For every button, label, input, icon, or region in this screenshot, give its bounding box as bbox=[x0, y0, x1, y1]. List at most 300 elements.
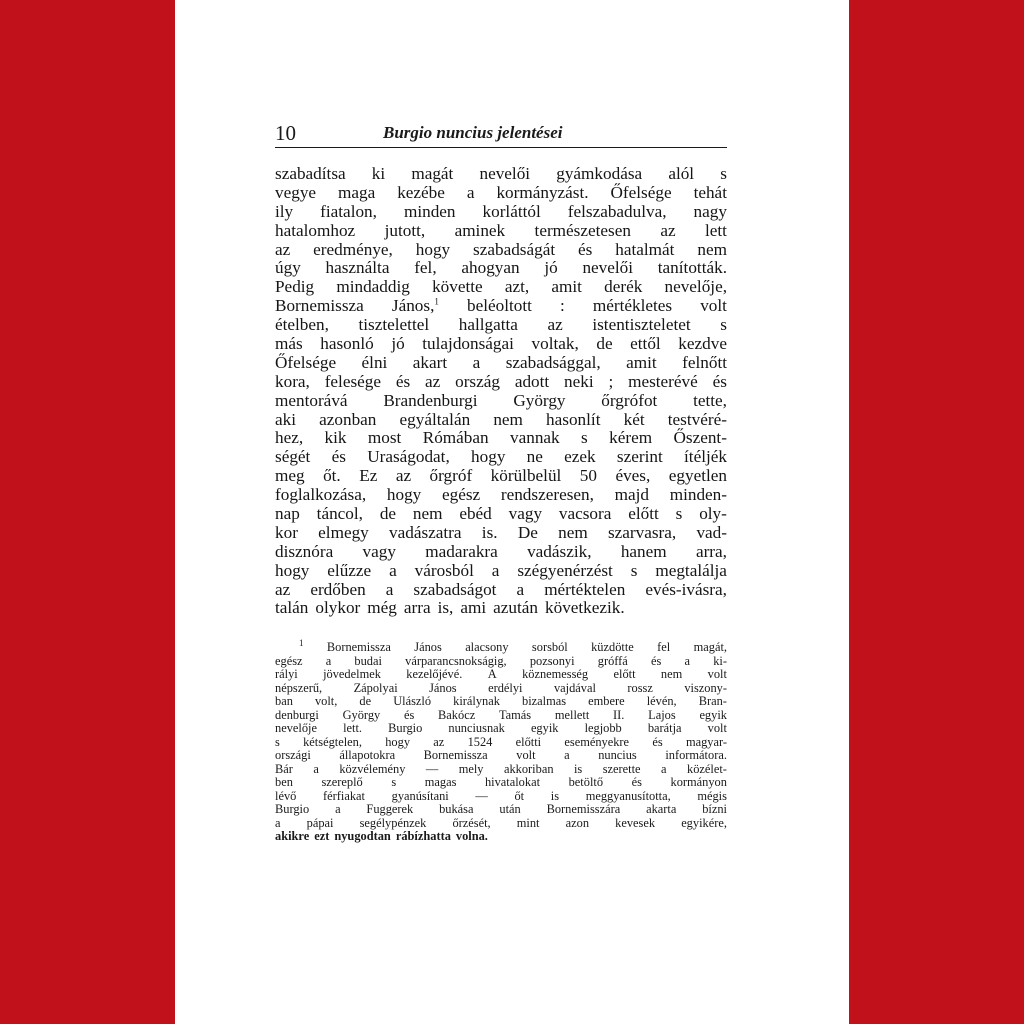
word: hogy bbox=[415, 239, 451, 259]
word: ban bbox=[275, 694, 293, 708]
word: állapotokra bbox=[339, 748, 396, 762]
word: az bbox=[275, 579, 291, 599]
word: vannak bbox=[510, 428, 560, 448]
body-line bbox=[275, 392, 727, 411]
word: maga bbox=[338, 182, 376, 202]
word: nem bbox=[412, 504, 443, 524]
word: nem bbox=[660, 667, 683, 681]
word: A bbox=[487, 667, 497, 681]
word: erdélyi bbox=[488, 680, 523, 695]
word: kormányon bbox=[670, 775, 727, 789]
word: volna. bbox=[455, 829, 488, 843]
word: a bbox=[472, 352, 481, 372]
word: is bbox=[573, 761, 583, 776]
word: Bornemissza bbox=[423, 748, 488, 762]
body-line bbox=[275, 599, 727, 618]
word: szégyenérzést bbox=[517, 560, 613, 580]
word: Fuggerek bbox=[366, 802, 414, 816]
word: aki bbox=[275, 409, 296, 429]
word: ségét bbox=[275, 447, 311, 467]
word: Burgio bbox=[275, 802, 310, 816]
word: egyikére, bbox=[681, 815, 727, 830]
word: evés-ivásra, bbox=[645, 579, 727, 599]
body-line bbox=[275, 354, 727, 373]
word: erdőben bbox=[310, 579, 366, 599]
word: a bbox=[325, 653, 332, 668]
word: legjobb bbox=[584, 721, 622, 735]
word: volt bbox=[707, 721, 727, 735]
word: György bbox=[513, 390, 566, 410]
body-line bbox=[275, 241, 727, 260]
word: vajdával bbox=[553, 680, 596, 695]
word: hez, bbox=[275, 428, 304, 448]
word: jövedelmek bbox=[323, 667, 381, 681]
word: ben bbox=[275, 775, 293, 789]
word: rályi bbox=[275, 667, 298, 681]
word: lévén, bbox=[646, 694, 677, 708]
footnote-line bbox=[275, 722, 727, 736]
word: fel, bbox=[414, 258, 437, 278]
word: Bran- bbox=[698, 694, 727, 708]
body-line bbox=[275, 297, 727, 316]
word: a bbox=[684, 653, 690, 668]
word: — bbox=[425, 761, 439, 776]
word: hogy bbox=[386, 485, 422, 505]
word: és bbox=[712, 371, 727, 391]
word: mesterévé bbox=[628, 371, 698, 391]
body-text bbox=[275, 165, 727, 618]
running-head: Burgio nuncius jelentései bbox=[383, 123, 563, 142]
word: nagy bbox=[693, 201, 727, 221]
word: meggyanusította, bbox=[585, 788, 671, 803]
word: az bbox=[660, 220, 676, 240]
body-line bbox=[275, 411, 727, 430]
body-line bbox=[275, 562, 727, 581]
body-line bbox=[275, 222, 727, 241]
word: s bbox=[630, 560, 638, 580]
page-header bbox=[275, 121, 727, 148]
word: minden- bbox=[669, 485, 727, 505]
word: nevelője, bbox=[664, 277, 727, 297]
body-line bbox=[275, 505, 727, 524]
word: istentiszteletet bbox=[592, 315, 691, 335]
word: János,$^1$ bbox=[391, 296, 439, 316]
word: mint bbox=[516, 815, 540, 830]
word: is. bbox=[481, 522, 498, 542]
word: betöltő bbox=[568, 775, 604, 789]
footnote-line bbox=[275, 668, 727, 682]
word: rendszeresen, bbox=[500, 485, 594, 505]
word: viszony- bbox=[684, 680, 727, 695]
word: mindaddig bbox=[336, 277, 410, 297]
word: nuncius bbox=[598, 748, 637, 762]
word: ebéd bbox=[459, 504, 492, 524]
word: gróffá bbox=[597, 653, 628, 668]
word: őrgrófot bbox=[601, 390, 658, 410]
word: a bbox=[389, 560, 397, 580]
word: kezébe bbox=[397, 182, 445, 202]
word: és bbox=[578, 239, 593, 259]
word: követte bbox=[432, 277, 483, 297]
word: Ez bbox=[359, 466, 378, 486]
word: kora, bbox=[275, 371, 310, 391]
word: természetesen bbox=[534, 220, 631, 240]
word: barátja bbox=[647, 721, 682, 735]
word: magas bbox=[424, 775, 457, 789]
word: ettől bbox=[630, 334, 661, 354]
word: azt, bbox=[504, 277, 530, 297]
word: bukása bbox=[439, 802, 474, 816]
footnote-marker: 1 bbox=[434, 296, 439, 307]
word: aminek bbox=[454, 220, 506, 240]
word: egész bbox=[441, 485, 481, 505]
word: ország bbox=[455, 371, 500, 391]
word: ily bbox=[275, 201, 294, 221]
word: a bbox=[313, 761, 319, 776]
word: más bbox=[275, 334, 303, 354]
page-number: 10 bbox=[275, 121, 296, 145]
word: hallgatta bbox=[458, 315, 518, 335]
word: nevelői bbox=[582, 258, 634, 278]
word: egyik bbox=[699, 707, 727, 722]
word: nevelői bbox=[479, 164, 531, 183]
word: két bbox=[623, 409, 645, 429]
word: ezt bbox=[314, 829, 330, 843]
word: után bbox=[499, 802, 521, 816]
word: elmegy bbox=[318, 522, 369, 542]
word: Őfelsége bbox=[610, 182, 672, 202]
word: hanem bbox=[620, 541, 667, 561]
word: De bbox=[517, 522, 538, 542]
word: azután bbox=[493, 598, 538, 618]
word: szabadítsa bbox=[275, 164, 346, 183]
word: disznóra bbox=[275, 541, 334, 561]
body-line bbox=[275, 278, 727, 297]
word: rábízhatta bbox=[395, 829, 451, 843]
word: akkoriban bbox=[503, 761, 554, 776]
word: a bbox=[275, 815, 281, 830]
body-line bbox=[275, 316, 727, 335]
footnote-line bbox=[275, 736, 727, 750]
word: köznemesség bbox=[522, 667, 589, 681]
word: nyugodtan bbox=[334, 829, 391, 843]
word: eredménye, bbox=[313, 239, 393, 259]
word: amit bbox=[626, 352, 657, 372]
word: volt, bbox=[314, 694, 338, 708]
word: : bbox=[560, 296, 565, 316]
word: kevesek bbox=[615, 815, 656, 830]
word: jutott, bbox=[384, 220, 426, 240]
word: azon bbox=[565, 815, 590, 830]
word: bízni bbox=[702, 802, 727, 816]
word: majd bbox=[614, 485, 649, 505]
body-line bbox=[275, 259, 727, 278]
word: közvélemény bbox=[339, 761, 406, 776]
footnote-line bbox=[275, 830, 727, 844]
word: azonban bbox=[319, 409, 377, 429]
word: elűzze bbox=[327, 560, 372, 580]
word: György bbox=[342, 707, 381, 722]
footnote bbox=[275, 637, 727, 844]
word: várparancsnokságig, bbox=[405, 653, 507, 668]
body-line bbox=[275, 165, 727, 184]
word: a bbox=[516, 579, 525, 599]
word: ami bbox=[460, 598, 487, 618]
word: egész bbox=[275, 653, 303, 668]
body-line bbox=[275, 184, 727, 203]
word: ne bbox=[526, 447, 543, 467]
word: mégis bbox=[697, 788, 727, 803]
word: neki bbox=[564, 371, 594, 391]
word: Őfelsége bbox=[275, 352, 337, 372]
word: vad- bbox=[696, 522, 727, 542]
word: alól bbox=[668, 164, 695, 183]
body-line bbox=[275, 581, 727, 600]
body-line bbox=[275, 524, 727, 543]
footnote-line bbox=[275, 695, 727, 709]
word: madarakra bbox=[425, 541, 498, 561]
word: 1524 bbox=[467, 734, 493, 749]
word: lett bbox=[704, 220, 727, 240]
word: ; bbox=[608, 371, 614, 391]
word: arra bbox=[403, 598, 431, 618]
word: hogy bbox=[471, 447, 506, 467]
word: talán bbox=[275, 598, 309, 618]
footnote-line bbox=[275, 763, 727, 777]
word: vagy bbox=[508, 504, 543, 524]
word: fiatalon, bbox=[320, 201, 377, 221]
word: a bbox=[335, 802, 341, 816]
word: előtt bbox=[613, 667, 636, 681]
word: magát, bbox=[693, 640, 727, 654]
word: az bbox=[547, 315, 563, 335]
word: akart bbox=[412, 352, 448, 372]
word: János bbox=[414, 640, 442, 654]
word: lévő bbox=[275, 788, 297, 803]
word: a bbox=[491, 560, 500, 580]
word: olykor bbox=[315, 598, 361, 618]
word: hogy bbox=[385, 734, 411, 749]
word: volt bbox=[700, 296, 727, 316]
word: 50 bbox=[579, 466, 597, 486]
word: sorsból bbox=[531, 640, 568, 654]
footnote-marker: 1 bbox=[299, 637, 304, 648]
word: úgy bbox=[275, 258, 301, 278]
word: a bbox=[466, 182, 475, 202]
word: szabadsággal, bbox=[505, 352, 601, 372]
footnote-line bbox=[275, 709, 727, 723]
word: szerette bbox=[602, 761, 641, 776]
word: Burgio bbox=[388, 721, 423, 735]
word: előtt bbox=[628, 504, 659, 524]
word: magyar- bbox=[685, 734, 727, 749]
word: vacsora bbox=[558, 504, 612, 524]
word: Bornemisszára bbox=[546, 802, 621, 816]
word: most bbox=[367, 428, 402, 448]
word: szarvasra, bbox=[607, 522, 677, 542]
word: minden bbox=[403, 201, 456, 221]
word: voltak, bbox=[531, 334, 579, 354]
word: szerint bbox=[616, 447, 663, 467]
word: s bbox=[720, 315, 727, 335]
body-line bbox=[275, 448, 727, 467]
word: Brandenburgi bbox=[383, 390, 478, 410]
word: népszerű, bbox=[275, 680, 323, 695]
word: tanították. bbox=[657, 258, 727, 278]
word: foglalkozása, bbox=[275, 485, 367, 505]
word: őt. bbox=[323, 466, 341, 486]
word: kik bbox=[324, 428, 347, 448]
word: — bbox=[475, 788, 488, 803]
word: körülbelül bbox=[490, 466, 562, 486]
word: a bbox=[661, 761, 667, 776]
word: egyik bbox=[530, 721, 559, 735]
word bbox=[299, 637, 304, 655]
word: Ulászló bbox=[393, 694, 432, 708]
word: előtti bbox=[515, 734, 542, 749]
word: gyanúsítani bbox=[391, 788, 449, 803]
word: kétségtelen, bbox=[303, 734, 362, 749]
footnote-line bbox=[275, 790, 727, 804]
body-line bbox=[275, 203, 727, 222]
word: s bbox=[581, 428, 588, 448]
word: az bbox=[433, 734, 445, 749]
word: a bbox=[385, 579, 394, 599]
footnote-line bbox=[275, 749, 727, 763]
word: kérem bbox=[609, 428, 653, 448]
word: ahogyan bbox=[461, 258, 520, 278]
word: vadászik, bbox=[527, 541, 592, 561]
word: éves, bbox=[615, 466, 651, 486]
body-line bbox=[275, 335, 727, 354]
body-line bbox=[275, 486, 727, 505]
word: kezelőjévé. bbox=[406, 667, 463, 681]
footnote-line bbox=[275, 682, 727, 696]
word: az bbox=[395, 466, 412, 486]
word: s bbox=[675, 504, 683, 524]
word: őrzését, bbox=[452, 815, 491, 830]
word: mértékletes bbox=[592, 296, 673, 316]
word: ki bbox=[371, 164, 386, 183]
word: s bbox=[275, 734, 280, 749]
word: használta bbox=[325, 258, 390, 278]
word: denburgi bbox=[275, 707, 319, 722]
word: ezek bbox=[564, 447, 596, 467]
word: ítéljék bbox=[684, 447, 727, 467]
word: felszabadulva, bbox=[567, 201, 667, 221]
word: küzdötte bbox=[591, 640, 634, 654]
word: az bbox=[275, 239, 291, 259]
footnote-line bbox=[275, 776, 727, 790]
word: de bbox=[379, 504, 397, 524]
word: nem bbox=[493, 409, 523, 429]
word: rossz bbox=[627, 680, 653, 695]
word: segélypénzek bbox=[359, 815, 427, 830]
word: hivatalokat bbox=[484, 775, 541, 789]
word: jó bbox=[391, 334, 405, 354]
word: pozsonyi bbox=[529, 653, 575, 668]
word: Uraságodat, bbox=[367, 447, 450, 467]
word: tulajdonságai bbox=[422, 334, 514, 354]
word: alacsony bbox=[465, 640, 509, 654]
word: oly- bbox=[699, 504, 727, 524]
word: és bbox=[395, 371, 411, 391]
word: lett. bbox=[343, 721, 363, 735]
word: hatalomhoz bbox=[275, 220, 356, 240]
word: mértéktelen bbox=[544, 579, 626, 599]
word: arra, bbox=[695, 541, 727, 561]
word: II. bbox=[613, 707, 625, 722]
word: és bbox=[650, 653, 662, 668]
word: tehát bbox=[693, 182, 727, 202]
word: nevelője bbox=[275, 721, 317, 735]
word: Pedig bbox=[275, 277, 315, 297]
word: volt bbox=[707, 667, 727, 681]
word: fel bbox=[657, 640, 671, 654]
footnote-line bbox=[275, 803, 727, 817]
body-line bbox=[275, 467, 727, 486]
word: Rómában bbox=[422, 428, 489, 448]
word: hogy bbox=[275, 560, 310, 580]
word: felnőtt bbox=[682, 352, 727, 372]
word: következik. bbox=[545, 598, 625, 618]
footnote-line bbox=[275, 817, 727, 831]
word: mellett bbox=[554, 707, 590, 722]
book-page bbox=[175, 0, 849, 1024]
word: Zápolyai bbox=[353, 680, 398, 695]
word: testvéré- bbox=[667, 409, 727, 429]
word: nem bbox=[558, 522, 588, 542]
word: de bbox=[359, 694, 372, 708]
word: vegye bbox=[275, 182, 317, 202]
word: szabadságot bbox=[413, 579, 497, 599]
word: hasonlít bbox=[546, 409, 601, 429]
word: magát bbox=[411, 164, 454, 183]
word: János bbox=[429, 680, 457, 695]
word: is bbox=[550, 788, 560, 803]
word: egyetlen bbox=[668, 466, 727, 486]
word: s bbox=[720, 164, 727, 183]
word: őrgróf bbox=[429, 466, 473, 486]
footnote-line bbox=[275, 655, 727, 669]
word: és bbox=[631, 775, 642, 789]
word: hasonló bbox=[320, 334, 374, 354]
word: még bbox=[367, 598, 397, 618]
body-line bbox=[275, 429, 727, 448]
word: országi bbox=[275, 748, 311, 762]
word: ki- bbox=[713, 653, 727, 668]
word: s bbox=[391, 775, 397, 789]
word: kormányzást. bbox=[496, 182, 589, 202]
word: Bár bbox=[275, 761, 293, 776]
body-line bbox=[275, 373, 727, 392]
word: és bbox=[331, 447, 346, 467]
word: közélet- bbox=[687, 761, 727, 776]
word: vagy bbox=[362, 541, 396, 561]
word: is, bbox=[437, 598, 454, 618]
word: Bornemissza bbox=[326, 640, 391, 654]
word: meg bbox=[275, 466, 305, 486]
word: mely bbox=[458, 761, 484, 776]
word: bizalmas bbox=[522, 694, 567, 708]
word: városból bbox=[414, 560, 474, 580]
word: embere bbox=[588, 694, 625, 708]
word: akarta bbox=[646, 802, 677, 816]
word: megtalálja bbox=[655, 560, 727, 580]
word: gyámkodása bbox=[556, 164, 643, 183]
word: mentorává bbox=[275, 390, 348, 410]
word: derék bbox=[604, 277, 643, 297]
